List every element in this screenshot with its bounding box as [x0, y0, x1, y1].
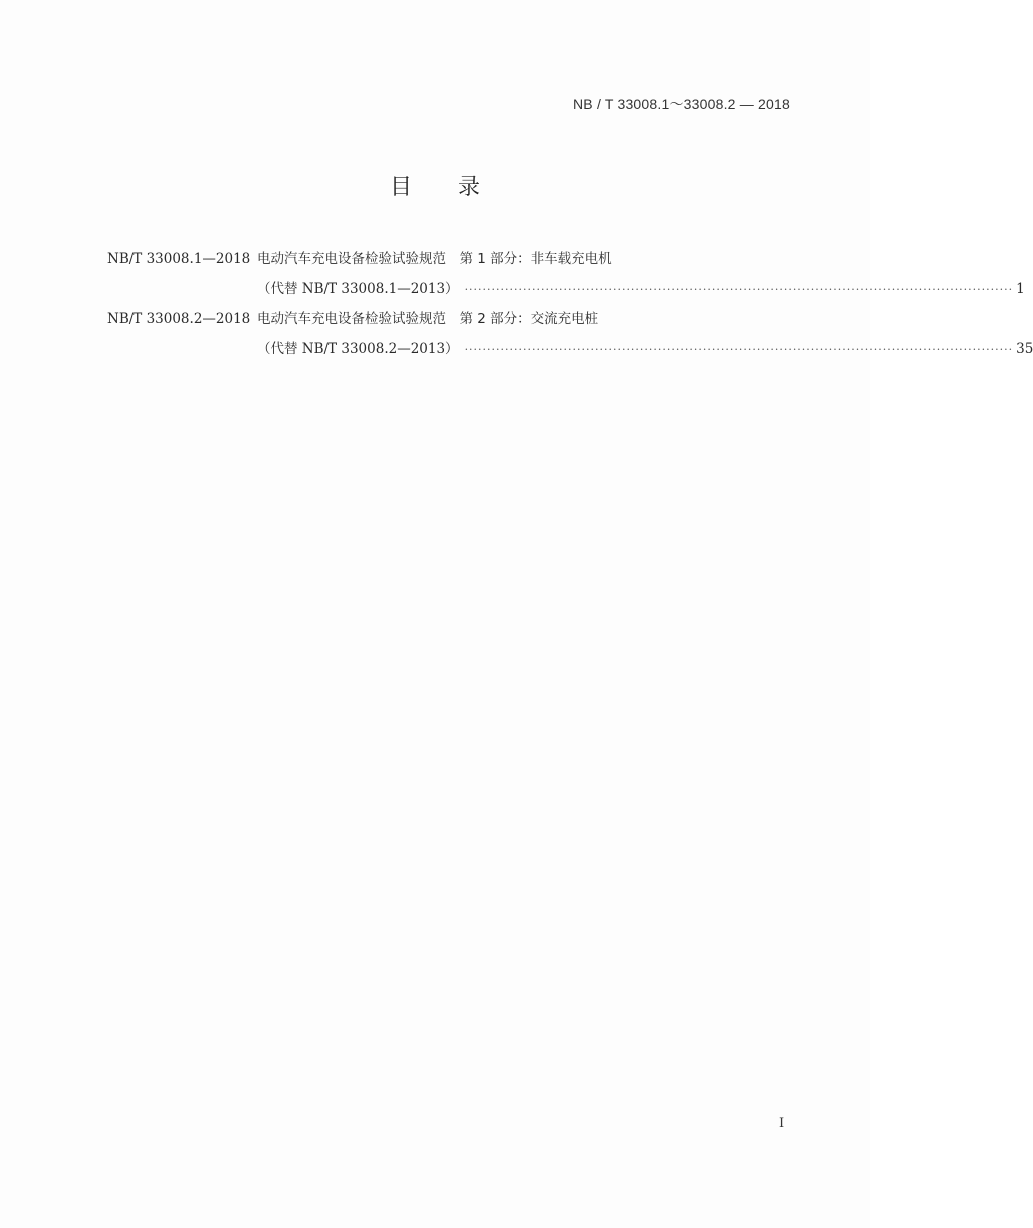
page-folio: I [779, 1116, 785, 1131]
toc-entry [107, 247, 1025, 307]
toc-entry-replaces-line [107, 337, 1033, 367]
toc-page-number[interactable]: 1 [1016, 281, 1025, 297]
toc-standard-code: NB/T 33008.2—2018 [107, 311, 251, 327]
table-of-contents [107, 247, 1033, 367]
toc-replaces-note: （代替 NB/T 33008.1—2013） [257, 281, 459, 297]
toc-leader-dots: ·························································································································· [464, 343, 1014, 356]
standard-code-header: NB / T 33008.1～33008.2 — 2018 [573, 96, 790, 112]
toc-entry-heading [107, 247, 793, 277]
toc-standard-code: NB/T 33008.1—2018 [107, 251, 251, 267]
toc-entry-replaces-line [107, 277, 1025, 307]
toc-standard-title[interactable]: 电动汽车充电设备检验试验规范 第 1 部分：非车载充电机 [257, 251, 612, 267]
toc-standard-title[interactable]: 电动汽车充电设备检验试验规范 第 2 部分：交流充电桩 [257, 311, 599, 327]
toc-replaces-note: （代替 NB/T 33008.2—2013） [257, 341, 459, 357]
toc-page-number[interactable]: 35 [1016, 341, 1033, 357]
toc-entry [107, 307, 1033, 367]
toc-leader-dots: ·························································································································· [464, 283, 1014, 296]
page-title: 目录 [389, 175, 526, 200]
toc-entry-heading [107, 307, 793, 337]
